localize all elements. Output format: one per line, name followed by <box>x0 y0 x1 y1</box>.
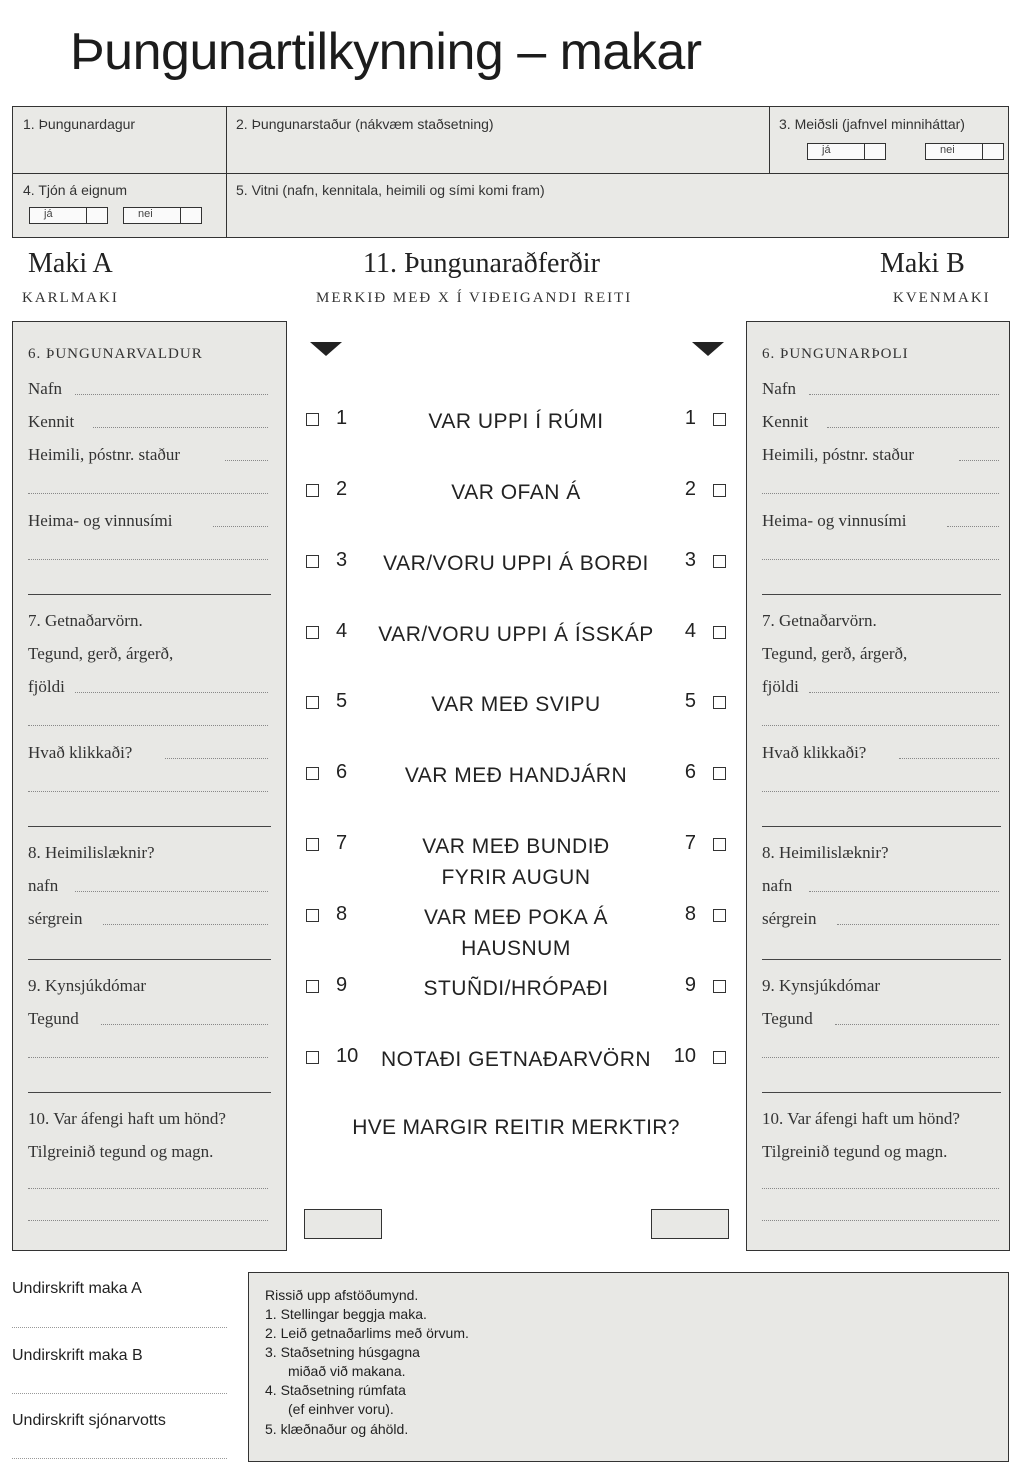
method-5-checkbox-a[interactable] <box>306 696 319 709</box>
gp-specialty-field[interactable] <box>103 924 268 925</box>
method-row-3 <box>298 548 734 578</box>
sketch-item-2: 2. Leið getnaðarlims með örvum. <box>265 1325 469 1341</box>
partner-a-heading: Maki A <box>28 248 113 279</box>
arrow-down-icon <box>692 342 724 356</box>
name-label: Nafn <box>762 379 796 398</box>
gp-section-title: 8. Heimilislæknir? <box>762 843 889 862</box>
injury-no-label: nei <box>940 144 955 156</box>
method-7-label: VAR MEÐ BUNDIÐ FYRIR AUGUN <box>422 835 610 889</box>
name-label: Nafn <box>28 379 62 398</box>
failure-field-line-2[interactable] <box>28 791 268 792</box>
method-7-number-a: 7 <box>336 832 348 854</box>
contraception-type-label: Tegund, gerð, árgerð, <box>762 644 908 663</box>
section-divider <box>28 959 271 960</box>
signature-b-field[interactable] <box>12 1393 227 1394</box>
address-field-line-2[interactable] <box>762 493 999 494</box>
contraception-count-label: fjöldi <box>762 677 799 696</box>
method-2-label: VAR OFAN Á <box>451 481 581 504</box>
method-8-number-b: 8 <box>684 903 696 925</box>
gp-name-field[interactable] <box>809 891 999 892</box>
method-7-checkbox-b[interactable] <box>713 838 726 851</box>
alcohol-section-title: 10. Var áfengi haft um hönd? <box>28 1109 226 1128</box>
method-1-number-a: 1 <box>336 407 348 429</box>
std-type-label: Tegund <box>28 1009 79 1028</box>
method-1-number-b: 1 <box>684 407 696 429</box>
section-divider <box>762 959 1001 960</box>
method-4-checkbox-b[interactable] <box>713 626 726 639</box>
gp-specialty-field[interactable] <box>837 924 999 925</box>
method-3-label: VAR/VORU UPPI Á BORÐI <box>383 552 649 575</box>
phone-field-line-2[interactable] <box>28 559 268 560</box>
alcohol-field-line-2[interactable] <box>762 1220 999 1221</box>
injury-cell <box>769 107 1009 173</box>
contraception-field[interactable] <box>75 692 268 693</box>
method-3-checkbox-a[interactable] <box>306 555 319 568</box>
location-label: 2. Þungunarstaður (nákvæm staðsetning) <box>236 116 494 132</box>
sketch-item-3: 3. Staðsetning húsgagna <box>265 1344 420 1360</box>
method-8-label: VAR MEÐ POKA Á HAUSNUM <box>424 906 608 960</box>
method-3-number-b: 3 <box>684 549 696 571</box>
phone-field-line-2[interactable] <box>762 559 999 560</box>
sketch-box[interactable] <box>248 1272 1009 1462</box>
victim-section-title: 6. ÞUNGUNARÞOLI <box>762 346 909 362</box>
method-10-checkbox-a[interactable] <box>306 1051 319 1064</box>
gp-specialty-label: sérgrein <box>762 909 817 928</box>
sketch-item-4: 4. Staðsetning rúmfata <box>265 1382 406 1398</box>
alcohol-field[interactable] <box>762 1188 999 1189</box>
name-field[interactable] <box>75 394 268 395</box>
phone-field[interactable] <box>947 526 999 527</box>
method-5-number-a: 5 <box>336 690 348 712</box>
property-yes-box[interactable] <box>29 207 108 224</box>
total-box-b[interactable] <box>651 1209 729 1239</box>
method-9-number-a: 9 <box>336 974 348 996</box>
method-1-checkbox-b[interactable] <box>713 413 726 426</box>
signature-witness-field[interactable] <box>12 1458 227 1459</box>
address-field[interactable] <box>225 460 268 461</box>
method-row-2 <box>298 477 734 507</box>
method-8-number-a: 8 <box>336 903 348 925</box>
method-10-number-b: 10 <box>673 1045 696 1067</box>
kennitala-label: Kennit <box>762 412 809 431</box>
method-6-number-b: 6 <box>684 761 696 783</box>
method-10-number-a: 10 <box>336 1045 359 1067</box>
std-type-field-line-2[interactable] <box>28 1057 268 1058</box>
method-6-number-a: 6 <box>336 761 348 783</box>
method-1-checkbox-a[interactable] <box>306 413 319 426</box>
method-3-number-a: 3 <box>336 549 348 571</box>
injury-label: 3. Meiðsli (jafnvel minniháttar) <box>779 116 965 132</box>
injury-yes-box[interactable] <box>807 143 886 160</box>
contraception-field-line-2[interactable] <box>28 725 268 726</box>
address-field[interactable] <box>959 460 999 461</box>
alcohol-section-title: 10. Var áfengi haft um hönd? <box>762 1109 960 1128</box>
method-6-checkbox-a[interactable] <box>306 767 319 780</box>
method-8-checkbox-a[interactable] <box>306 909 319 922</box>
method-2-checkbox-b[interactable] <box>713 484 726 497</box>
kennitala-field[interactable] <box>93 427 268 428</box>
method-9-checkbox-b[interactable] <box>713 980 726 993</box>
signature-witness-label: Undirskrift sjónarvotts <box>12 1412 166 1429</box>
method-9-checkbox-a[interactable] <box>306 980 319 993</box>
gp-section-title: 8. Heimilislæknir? <box>28 843 155 862</box>
alcohol-field-line-2[interactable] <box>28 1220 268 1221</box>
method-2-number-b: 2 <box>684 478 696 500</box>
section-divider <box>762 594 1001 595</box>
method-2-checkbox-a[interactable] <box>306 484 319 497</box>
partner-b-panel <box>746 321 1010 1251</box>
injury-yes-label: já <box>822 144 831 156</box>
method-row-6 <box>298 760 734 790</box>
address-label: Heimili, póstnr. staður <box>28 445 181 464</box>
sketch-item-4-cont: (ef einhver voru). <box>288 1401 394 1417</box>
witness-label: 5. Vitni (nafn, kennitala, heimili og sími komi fram) <box>236 182 545 198</box>
contraception-type-label: Tegund, gerð, árgerð, <box>28 644 174 663</box>
alcohol-specify-label: Tilgreinið tegund og magn. <box>28 1142 214 1161</box>
method-1-label: VAR UPPI Í RÚMI <box>428 410 604 433</box>
witness-cell[interactable] <box>226 173 1009 237</box>
partner-b-subheading: KVENMAKI <box>893 290 991 306</box>
methods-subheading: MERKIÐ MEÐ X Í VIÐEIGANDI REITI <box>316 290 633 306</box>
std-type-field-line-2[interactable] <box>762 1057 999 1058</box>
address-field-line-2[interactable] <box>28 493 268 494</box>
std-section-title: 9. Kynsjúkdómar <box>28 976 147 995</box>
contraception-section-title: 7. Getnaðarvörn. <box>762 611 877 630</box>
method-8-checkbox-b[interactable] <box>713 909 726 922</box>
property-no-box[interactable] <box>123 207 202 224</box>
contraception-section-title: 7. Getnaðarvörn. <box>28 611 143 630</box>
method-row-4 <box>298 619 734 649</box>
incident-info-grid <box>12 106 1009 238</box>
method-6-label: VAR MEÐ HANDJÁRN <box>404 764 628 787</box>
name-field[interactable] <box>809 394 999 395</box>
property-no-label: nei <box>138 208 153 220</box>
gp-specialty-label: sérgrein <box>28 909 83 928</box>
sketch-item-1: 1. Stellingar beggja maka. <box>265 1306 427 1322</box>
signature-b-label: Undirskrift maka B <box>12 1347 143 1364</box>
total-box-a[interactable] <box>304 1209 382 1239</box>
section-divider <box>28 826 271 827</box>
property-yes-label: já <box>44 208 53 220</box>
phone-field[interactable] <box>213 526 268 527</box>
gp-name-label: nafn <box>28 876 59 895</box>
method-5-checkbox-b[interactable] <box>713 696 726 709</box>
method-2-number-a: 2 <box>336 478 348 500</box>
failure-field[interactable] <box>165 758 268 759</box>
method-row-5 <box>298 689 734 719</box>
date-cell[interactable] <box>13 107 226 173</box>
page-title: Þungunartilkynning – makar <box>70 23 702 81</box>
property-damage-cell <box>13 173 226 237</box>
method-row-10 <box>298 1044 734 1074</box>
std-section-title: 9. Kynsjúkdómar <box>762 976 881 995</box>
method-5-number-b: 5 <box>684 690 696 712</box>
method-4-number-a: 4 <box>336 620 348 642</box>
method-9-label: STUÑDI/HRÓPAÐI <box>423 977 609 1000</box>
location-cell[interactable] <box>226 107 769 173</box>
perpetrator-section-title: 6. ÞUNGUNARVALDUR <box>28 346 203 362</box>
method-3-checkbox-b[interactable] <box>713 555 726 568</box>
section-divider <box>762 826 1001 827</box>
methods-heading: 11. Þungunaraðferðir <box>363 248 600 279</box>
method-5-label: VAR MEÐ SVIPU <box>431 693 601 716</box>
kennitala-label: Kennit <box>28 412 75 431</box>
std-type-field[interactable] <box>101 1024 268 1025</box>
sketch-item-3-cont: miðað við makana. <box>288 1363 406 1379</box>
arrow-down-icon <box>310 342 342 356</box>
method-4-number-b: 4 <box>684 620 696 642</box>
method-10-label: NOTAÐI GETNAÐARVÖRN <box>380 1048 652 1071</box>
contraception-field[interactable] <box>809 692 999 693</box>
method-7-number-b: 7 <box>684 832 696 854</box>
alcohol-field[interactable] <box>28 1188 268 1189</box>
section-divider <box>28 1092 271 1093</box>
kennitala-field[interactable] <box>827 427 999 428</box>
failure-field-line-2[interactable] <box>762 791 999 792</box>
sketch-item-5: 5. klæðnaður og áhöld. <box>265 1421 409 1437</box>
phone-label: Heima- og vinnusími <box>28 511 173 530</box>
method-row-8 <box>298 902 734 960</box>
section-divider <box>28 594 271 595</box>
method-4-checkbox-a[interactable] <box>306 626 319 639</box>
address-label: Heimili, póstnr. staður <box>762 445 915 464</box>
method-4-label: VAR/VORU UPPI Á ÍSSKÁP <box>378 623 654 646</box>
method-9-number-b: 9 <box>684 974 696 996</box>
date-label: 1. Þungunardagur <box>23 116 136 132</box>
failure-label: Hvað klikkaði? <box>762 743 867 762</box>
gp-name-field[interactable] <box>75 891 268 892</box>
failure-label: Hvað klikkaði? <box>28 743 133 762</box>
method-row-7 <box>298 831 734 889</box>
method-7-checkbox-a[interactable] <box>306 838 319 851</box>
alcohol-specify-label: Tilgreinið tegund og magn. <box>762 1142 948 1161</box>
method-row-1 <box>298 406 734 436</box>
partner-b-heading: Maki B <box>880 248 965 279</box>
contraception-count-label: fjöldi <box>28 677 65 696</box>
partner-a-subheading: KARLMAKI <box>22 290 119 306</box>
section-divider <box>762 1092 1001 1093</box>
total-question: HVE MARGIR REITIR MERKTIR? <box>352 1116 680 1139</box>
method-10-checkbox-b[interactable] <box>713 1051 726 1064</box>
contraception-field-line-2[interactable] <box>762 725 999 726</box>
std-type-field[interactable] <box>835 1024 999 1025</box>
gp-name-label: nafn <box>762 876 793 895</box>
signature-a-field[interactable] <box>12 1327 227 1328</box>
phone-label: Heima- og vinnusími <box>762 511 907 530</box>
sketch-intro: Rissið upp afstöðumynd. <box>265 1287 419 1303</box>
property-damage-label: 4. Tjón á eignum <box>23 182 128 198</box>
method-row-9 <box>298 973 734 1003</box>
std-type-label: Tegund <box>762 1009 813 1028</box>
method-6-checkbox-b[interactable] <box>713 767 726 780</box>
partner-a-panel <box>12 321 287 1251</box>
failure-field[interactable] <box>899 758 999 759</box>
signature-a-label: Undirskrift maka A <box>12 1280 142 1297</box>
injury-no-box[interactable] <box>925 143 1004 160</box>
